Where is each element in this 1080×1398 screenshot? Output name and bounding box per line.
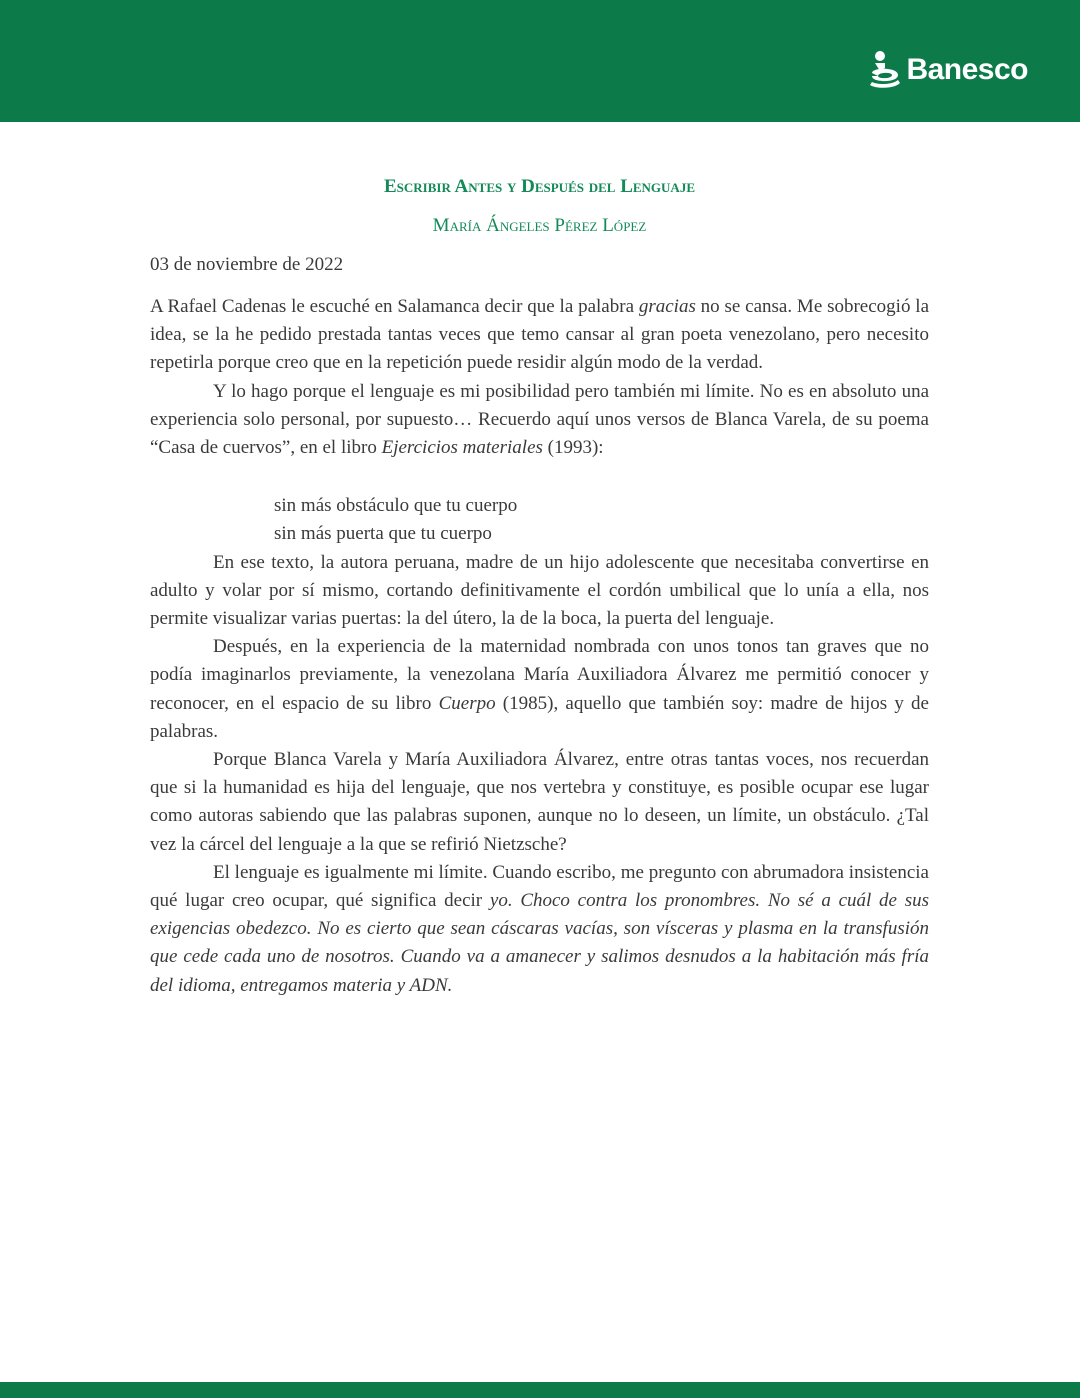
article-author: María Ángeles Pérez López [432,215,647,236]
document-body [150,170,929,1000]
paragraph-1: A Rafael Cadenas le escuché en Salamanca decir que la palabra gracias no se cansa. Me sobrecogió la idea, se la he pedido prestada tantas veces que temo cansar al gran poeta venezolano, pero necesito repetirla porque creo que en la repetición puede residir algún modo de la verdad. [150,296,929,374]
poem-line: sin más obstáculo que tu cuerpo [274,495,518,517]
banesco-logo-icon [868,49,902,91]
header-band [0,0,1080,122]
paragraph-2: Y lo hago porque el lenguaje es mi posibilidad pero también mi límite. No es en absoluto una experiencia solo personal, por supuesto… Recuerdo aquí unos versos de Blanca Varela, de su poema “Casa de cuervos”, en el libro Ejercicios materiales (1993): [150,380,929,459]
brand-name: Banesco [906,53,1028,86]
paragraph-4: Después, en la experiencia de la maternidad nombrada con unos tonos tan graves que no podía imaginarlos previamente, la venezolana María Auxiliadora Álvarez me permitió conocer y reconocer, en el espacio de su libro Cuerpo (1985), aquello que también soy: madre de hijos y de palabras. [150,636,929,742]
paragraph-3: En ese texto, la autora peruana, madre de un hijo adolescente que necesitaba convertirse en adulto y volar por sí mismo, cortando definitivamente el cordón umbilical que lo unía a ella, nos permite visualizar varias puertas: la del útero, la de la boca, la puerta del lenguaje. [150,551,929,630]
poem-line: sin más puerta que tu cuerpo [274,523,492,545]
footer-band [0,1382,1080,1398]
brand-logo[interactable] [868,48,1028,92]
paragraph-5: Porque Blanca Varela y María Auxiliadora Álvarez, entre otras tantas voces, nos recuerdan que si la humanidad es hija del lenguaje, que nos vertebra y constituye, es posible ocupar ese lugar como autoras sabiendo que las palabras suponen, aunque no lo deseen, un límite, un obstáculo. ¿Tal vez la cárcel del lenguaje a la que se refirió Nietzsche? [150,749,929,855]
article-title: Escribir Antes y Después del Lenguaje [383,176,695,197]
article-date: 03 de noviembre de 2022 [150,254,344,275]
poem-quote [274,492,929,548]
paragraph-6: El lenguaje es igualmente mi límite. Cuando escribo, me pregunto con abrumadora insistencia qué lugar creo ocupar, qué significa decir yo. Choco contra los pronombres. No sé a cuál de sus exigencias obedezco. No es cierto que sean cáscaras vacías, son vísceras y plasma en la transfusión que cede cada uno de nosotros. Cuando va a amanecer y salimos desnudos a la habitación más fría del idioma, entregamos materia y ADN. [150,861,929,996]
